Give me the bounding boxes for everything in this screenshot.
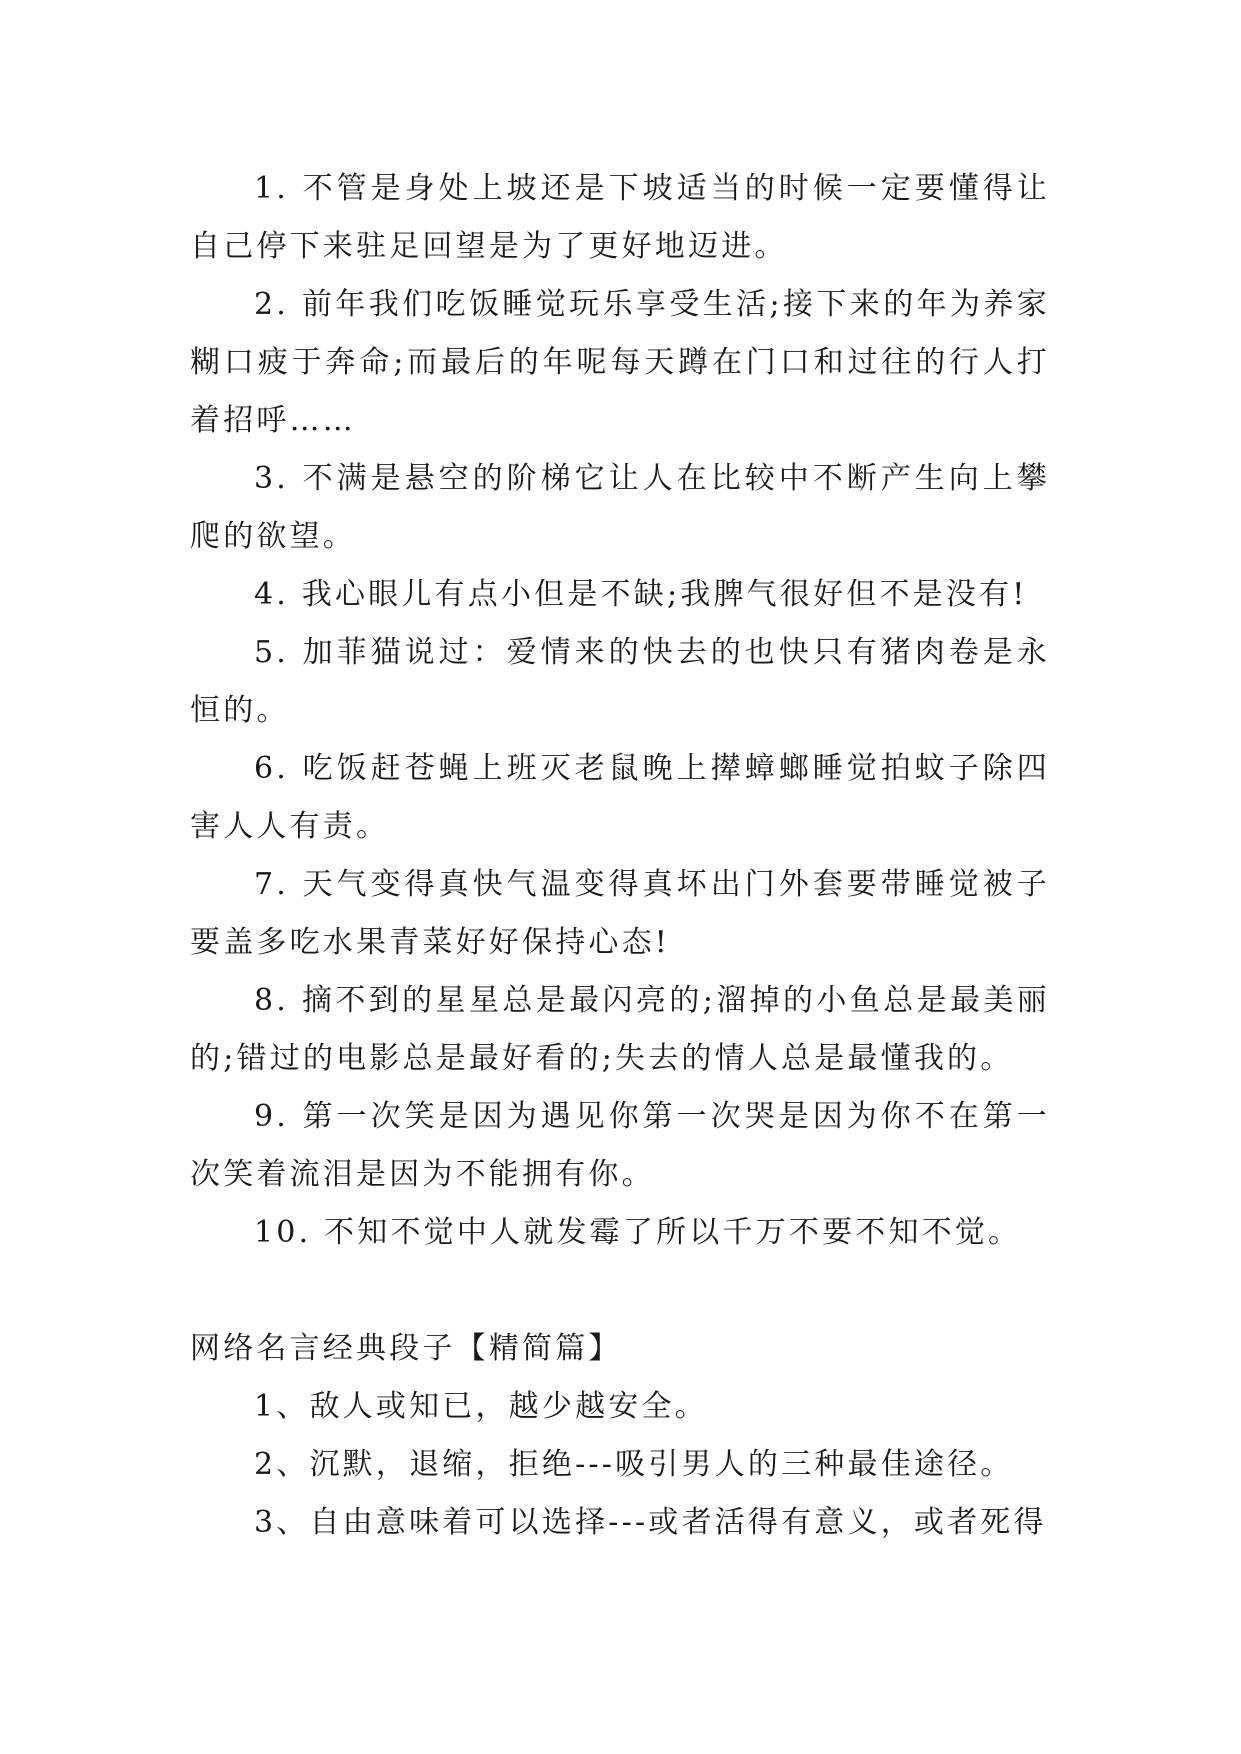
list-item: 10. 不知不觉中人就发霉了所以千万不要不知不觉。 bbox=[254, 1215, 1022, 1250]
list-item: 8. 摘不到的星星总是最闪亮的;溜掉的小鱼总是最美丽的;错过的电影总是最好看的;失去的情人总是最懂我的。 bbox=[190, 983, 1050, 1076]
section-title: 网络名言经典段子【精简篇】 bbox=[190, 1331, 622, 1366]
list-item: 4. 我心眼儿有点小但是不缺;我脾气很好但不是没有! bbox=[254, 577, 1028, 612]
list-item: 9. 第一次笑是因为遇见你第一次哭是因为你不在第一次笑着流泪是因为不能拥有你。 bbox=[190, 1099, 1050, 1192]
section-spacer bbox=[190, 1262, 1050, 1320]
list-item: 3. 不满是悬空的阶梯它让人在比较中不断产生向上攀爬的欲望。 bbox=[190, 461, 1050, 554]
list-item: 3、自由意味着可以选择---或者活得有意义，或者死得 bbox=[254, 1505, 1047, 1540]
list-item: 2、沉默，退缩，拒绝---吸引男人的三种最佳途径。 bbox=[254, 1447, 1014, 1482]
list-item: 2. 前年我们吃饭睡觉玩乐享受生活;接下来的年为养家糊口疲于奔命;而最后的年呢每天蹲在门口和过往的行人打着招呼…… bbox=[190, 287, 1050, 438]
document-body bbox=[190, 160, 1050, 1552]
list-item: 1. 不管是身处上坡还是下坡适当的时候一定要懂得让自己停下来驻足回望是为了更好地迈进。 bbox=[190, 171, 1050, 264]
list-item: 1、敌人或知已，越少越安全。 bbox=[254, 1389, 708, 1424]
list-item: 7. 天气变得真快气温变得真坏出门外套要带睡觉被子要盖多吃水果青菜好好保持心态! bbox=[190, 867, 1050, 960]
list-item: 5. 加菲猫说过：爱情来的快去的也快只有猪肉卷是永恒的。 bbox=[190, 635, 1050, 728]
list-item: 6. 吃饭赶苍蝇上班灭老鼠晚上撵蟑螂睡觉拍蚊子除四害人人有责。 bbox=[190, 751, 1050, 844]
